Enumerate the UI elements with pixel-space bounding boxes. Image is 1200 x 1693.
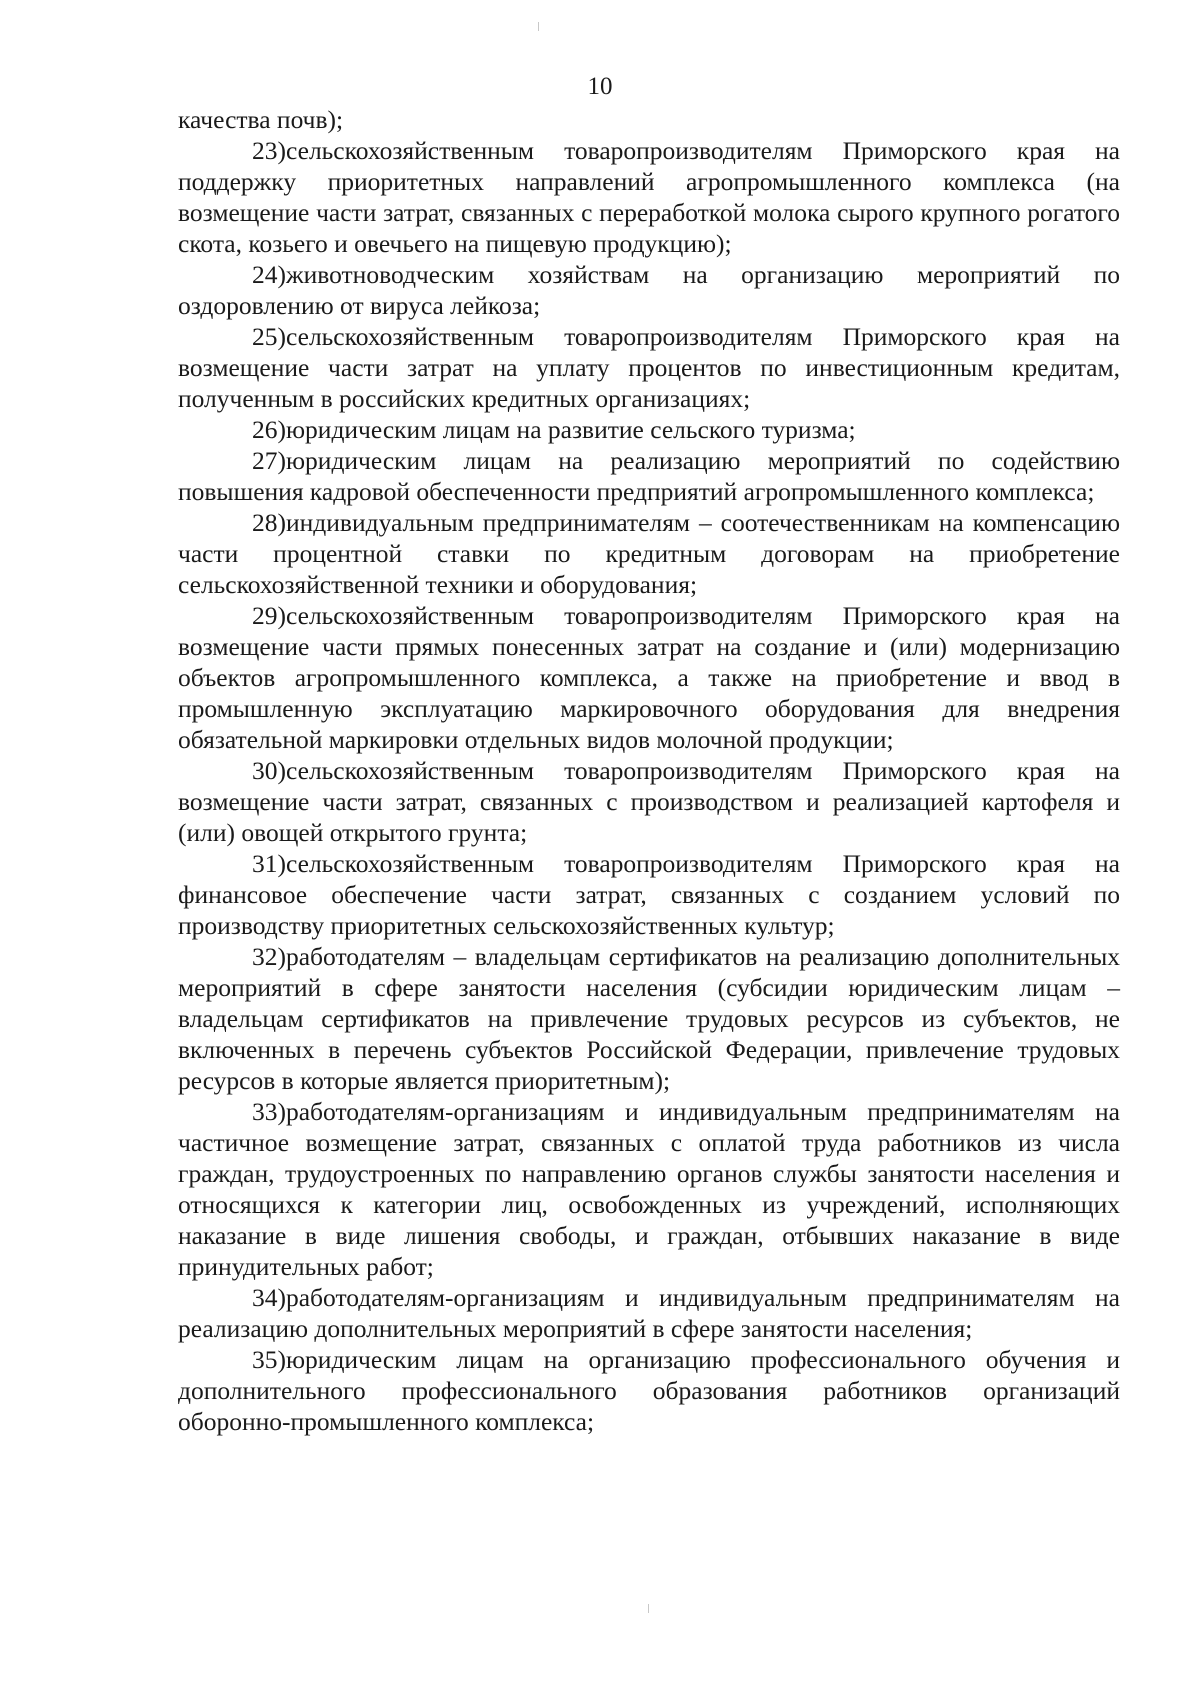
list-item-29: 29)сельскохозяйственным товаропроизводителям Приморского края на возмещение части прямых понесенных затрат на создание и (или) модернизацию объектов агропромышленного комплекса, а также на приобретение и ввод в промышленную эксплуатацию маркировочного оборудования для внедрения обязательной маркировки отдельных видов молочной продукции; <box>178 601 1120 754</box>
list-item-25: 25)сельскохозяйственным товаропроизводителям Приморского края на возмещение части затрат на уплату процентов по инвестиционным кредитам, полученным в российских кредитных организациях; <box>178 322 1120 413</box>
list-item-34: 34)работодателям-организациям и индивидуальным предпринимателям на реализацию дополнительных мероприятий в сфере занятости населения; <box>178 1283 1120 1343</box>
list-item-26: 26)юридическим лицам на развитие сельского туризма; <box>252 415 856 444</box>
list-item-31: 31)сельскохозяйственным товаропроизводителям Приморского края на финансовое обеспечение части затрат, связанных с созданием условий по производству приоритетных сельскохозяйственных культур; <box>178 849 1120 940</box>
page-number: 10 <box>587 73 613 100</box>
document-body <box>178 104 1120 1437</box>
list-item-32: 32)работодателям – владельцам сертификатов на реализацию дополнительных мероприятий в сфере занятости населения (субсидии юридическим лицам – владельцам сертификатов на привлечение трудовых ресурсов из субъектов, не включенных в перечень субъектов Российской Федерации, привлечение трудовых ресурсов в которые является приоритетным); <box>178 942 1120 1095</box>
list-item-33: 33)работодателям-организациям и индивидуальным предпринимателям на частичное возмещение затрат, связанных с оплатой труда работников из числа граждан, трудоустроенных по направлению органов службы занятости населения и относящихся к категории лиц, освобожденных из учреждений, исполняющих наказание в виде лишения свободы, и граждан, отбывших наказание в виде принудительных работ; <box>178 1097 1120 1281</box>
list-item-23: 23)сельскохозяйственным товаропроизводителям Приморского края на поддержку приоритетных направлений агропромышленного комплекса (на возмещение части затрат, связанных с переработкой молока сырого крупного рогатого скота, козьего и овечьего на пищевую продукцию); <box>178 136 1120 258</box>
scan-speck <box>648 1604 649 1613</box>
paragraph-continuation: качества почв); <box>178 105 344 134</box>
list-item-27: 27)юридическим лицам на реализацию мероприятий по содействию повышения кадровой обеспеченности предприятий агропромышленного комплекса; <box>178 446 1120 506</box>
list-item-30: 30)сельскохозяйственным товаропроизводителям Приморского края на возмещение части затрат, связанных с производством и реализацией картофеля и (или) овощей открытого грунта; <box>178 756 1120 847</box>
list-item-35: 35)юридическим лицам на организацию профессионального обучения и дополнительного профессионального образования работников организаций оборонно-промышленного комплекса; <box>178 1345 1120 1436</box>
list-item-24: 24)животноводческим хозяйствам на организацию мероприятий по оздоровлению от вируса лейкоза; <box>178 260 1120 320</box>
scan-speck <box>538 22 539 31</box>
list-item-28: 28)индивидуальным предпринимателям – соотечественникам на компенсацию части процентной ставки по кредитным договорам на приобретение сельскохозяйственной техники и оборудования; <box>178 508 1120 599</box>
